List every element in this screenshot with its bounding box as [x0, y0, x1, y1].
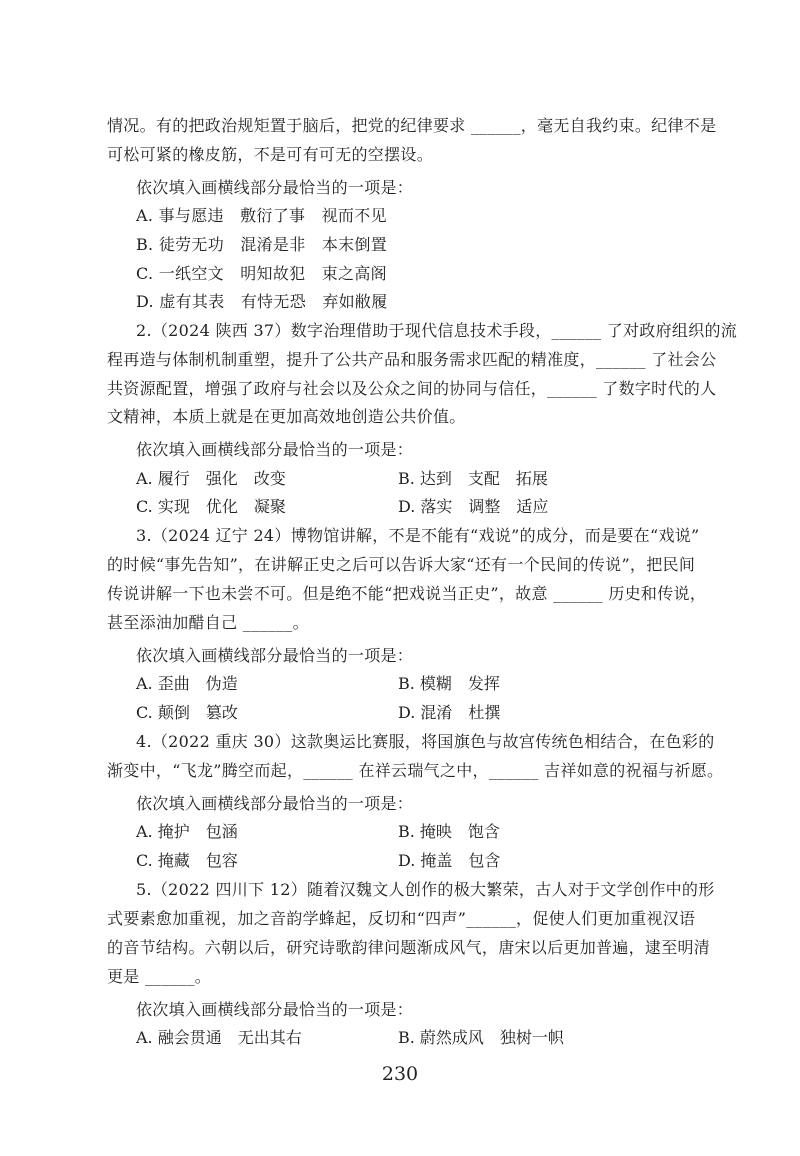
question-5-line: 的音节结构。六朝以后，研究诗歌韵律问题渐成风气，唐宋以后更加普遍，逮至明清 [107, 938, 711, 957]
option-line: A. 事与愿违 敷衍了事 视而不见 [136, 206, 387, 225]
option-b: B. 蔚然成风 独树一帜 [398, 1028, 564, 1047]
option-a: A. 歪曲 伪造 [136, 674, 238, 693]
question-3-line: 的时候“事先告知”，在讲解正史之后可以告诉大家“还有一个民间的传说”，把民间 [107, 555, 696, 574]
option-b: B. 达到 支配 拓展 [398, 469, 548, 488]
question-prompt: 依次填入画横线部分最恰当的一项是： [136, 646, 414, 665]
question-4-line: 4.（2022 重庆 30）这款奥运比赛服，将国旗色与故宫传统色相结合，在色彩的 [136, 732, 715, 751]
question-5-line: 更是 ______。 [107, 967, 212, 986]
question-5-line: 5.（2022 四川下 12）随着汉魏文人创作的极大繁荣，古人对于文学创作中的形 [136, 880, 715, 899]
question-prompt: 依次填入画横线部分最恰当的一项是： [136, 178, 414, 197]
option-line: C. 一纸空文 明知故犯 束之高阁 [136, 264, 387, 283]
question-prompt: 依次填入画横线部分最恰当的一项是： [136, 1000, 414, 1019]
option-b: B. 掩映 饱含 [398, 822, 500, 841]
option-c: C. 实现 优化 凝聚 [136, 497, 286, 516]
question-3-line: 传说讲解一下也未尝不可。但是绝不能“把戏说当正史”，故意 ______ 历史和传说， [107, 584, 707, 603]
paragraph-line: 情况。有的把政治规矩置于脑后，把党的纪律要求 ______，毫无自我约束。纪律不是 [107, 116, 717, 135]
option-a: A. 融会贯通 无出其右 [136, 1028, 302, 1047]
question-prompt: 依次填入画横线部分最恰当的一项是： [136, 440, 414, 459]
option-d: D. 混淆 杜撰 [398, 703, 501, 722]
question-2-line: 2.（2024 陕西 37）数字治理借助于现代信息技术手段，______ 了对政府组织的流 [136, 321, 738, 340]
option-line: D. 虚有其表 有恃无恐 弃如敝履 [136, 292, 388, 311]
question-2-line: 共资源配置，增强了政府与社会以及公众之间的协同与信任，______ 了数字时代的人 [107, 379, 717, 398]
option-a: A. 掩护 包涵 [136, 822, 238, 841]
question-prompt: 依次填入画横线部分最恰当的一项是： [136, 794, 414, 813]
option-c: C. 颠倒 篡改 [136, 703, 238, 722]
option-line: B. 徒劳无功 混淆是非 本末倒置 [136, 235, 388, 254]
paragraph-line: 可松可紧的橡皮筋，不是可有可无的空摆设。 [107, 145, 434, 164]
option-d: D. 掩盖 包含 [398, 851, 501, 870]
question-3-line: 甚至添油加醋自己 ______。 [107, 613, 309, 632]
option-d: D. 落实 调整 适应 [398, 497, 549, 516]
option-c: C. 掩藏 包容 [136, 851, 238, 870]
question-2-line: 程再造与体制机制重塑，提升了公共产品和服务需求匹配的精准度，______ 了社会公 [107, 350, 717, 369]
question-3-line: 3.（2024 辽宁 24）博物馆讲解，不是不能有“戏说”的成分，而是要在“戏说” [136, 526, 700, 545]
option-b: B. 模糊 发挥 [398, 674, 500, 693]
question-4-line: 渐变中，“飞龙”腾空而起，______ 在祥云瑞气之中，______ 吉祥如意的祝福与祈愿。 [107, 761, 724, 780]
question-5-line: 式要素愈加重视，加之音韵学蜂起，反切和“四声”______，促使人们更加重视汉语 [107, 909, 696, 928]
option-a: A. 履行 强化 改变 [136, 469, 286, 488]
question-2-line: 文精神，本质上就是在更加高效地创造公共价值。 [107, 407, 466, 426]
page-number: 230 [381, 1063, 419, 1085]
